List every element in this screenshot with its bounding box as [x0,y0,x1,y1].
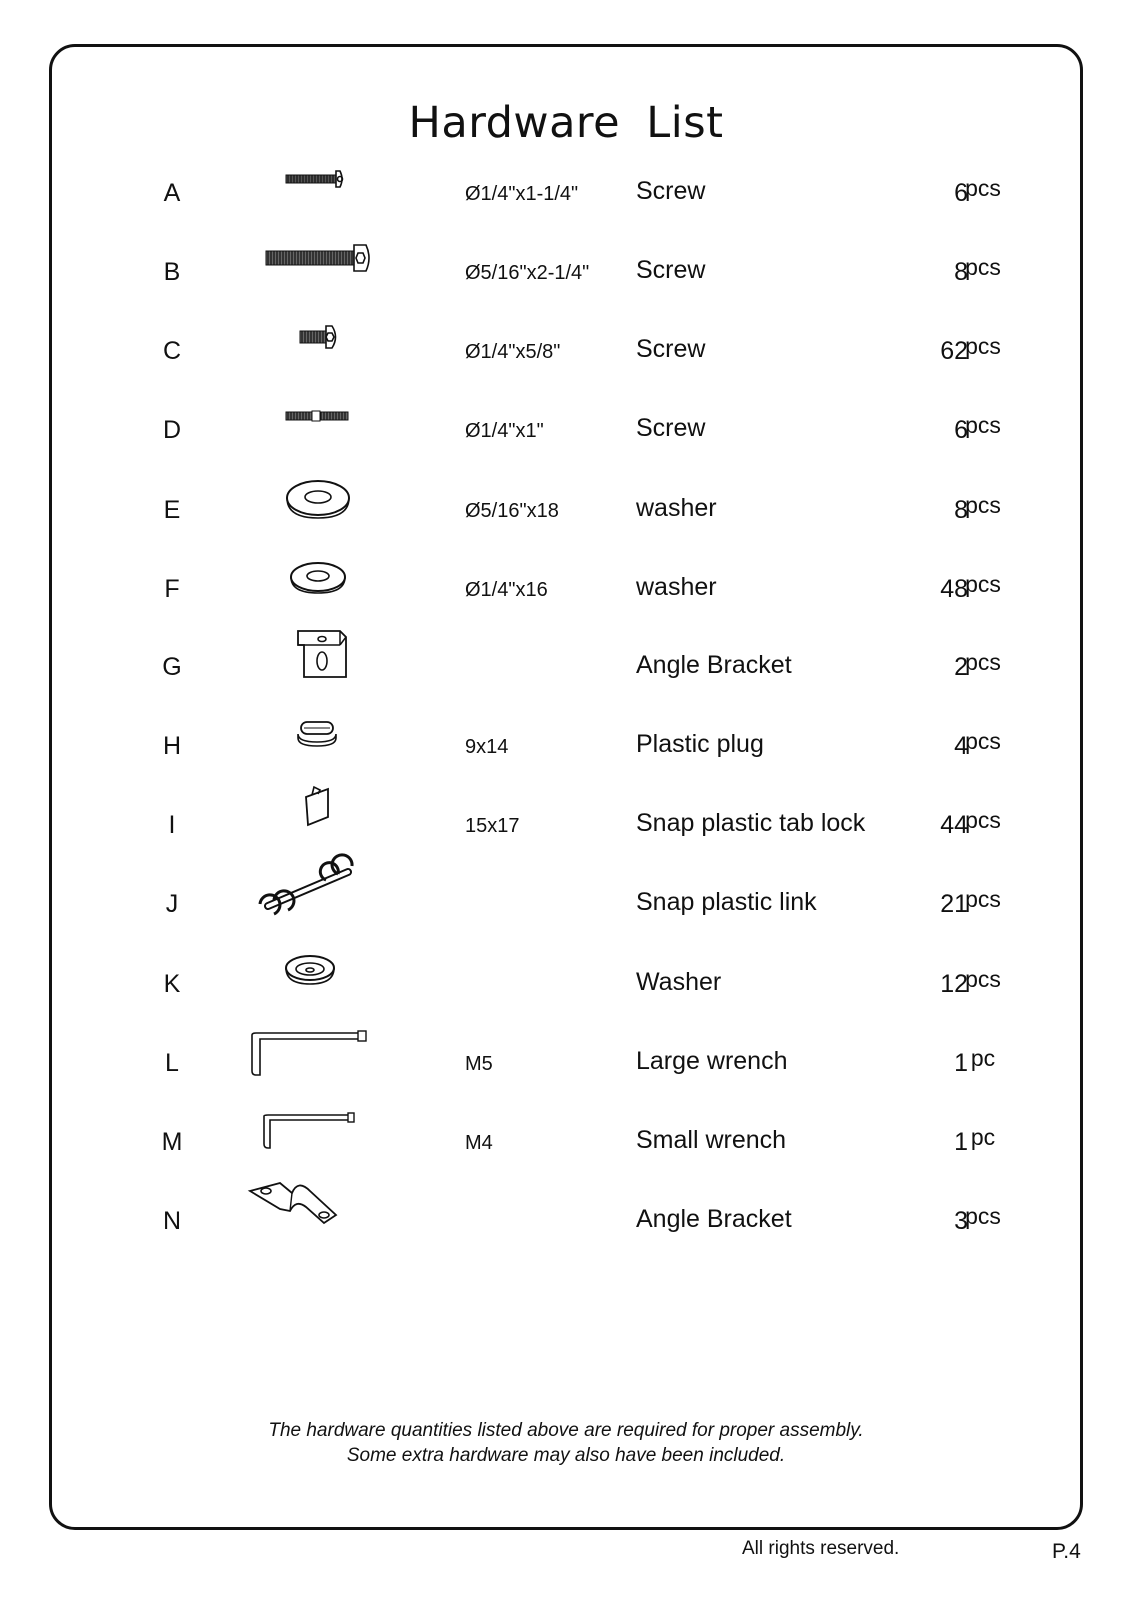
large-washer-icon [240,458,390,534]
part-letter: K [163,970,181,998]
part-description: Small wrench [636,1126,787,1154]
hardware-row [0,333,1132,417]
cup-washer-icon [240,932,390,1008]
part-unit: pcs [965,254,1001,280]
part-quantity: 12 [940,970,968,998]
hardware-row [0,886,1132,970]
countersunk-screw-icon [240,141,390,217]
part-letter: C [162,337,182,365]
small-allen-wrench-icon [240,1090,390,1166]
part-letter: A [163,179,181,207]
part-size: Ø1/4"x1" [465,420,544,442]
part-quantity: 8 [954,258,968,286]
part-description: Angle Bracket [636,1205,792,1233]
part-letter: F [164,575,180,603]
page-title: Hardware List [408,98,724,148]
part-size: Ø5/16"x2-1/4" [465,262,590,284]
part-description: washer [636,494,717,522]
part-letter: N [162,1207,182,1235]
part-description: Washer [636,968,722,996]
part-quantity: 6 [954,179,968,207]
part-letter: B [163,258,181,286]
part-description: Screw [636,335,706,363]
hardware-row [0,175,1132,259]
strap-bracket-icon [240,1169,390,1245]
hardware-row [0,571,1132,655]
part-letter: L [165,1049,179,1077]
part-letter: E [163,496,181,524]
part-size: Ø5/16"x18 [465,500,559,522]
part-unit: pcs [965,412,1001,438]
part-unit: pcs [965,966,1001,992]
part-letter: M [161,1128,183,1156]
part-quantity: 1 [954,1128,968,1156]
part-quantity: 62 [940,337,968,365]
part-unit: pcs [965,807,1001,833]
part-unit: pcs [965,728,1001,754]
part-quantity: 8 [954,496,968,524]
part-description: Screw [636,177,706,205]
part-description: Snap plastic link [636,888,817,916]
hardware-row [0,254,1132,338]
plastic-plug-icon [240,694,390,770]
part-description: Snap plastic tab lock [636,809,866,837]
part-quantity: 3 [954,1207,968,1235]
part-size: 9x14 [465,736,509,758]
part-letter: H [162,732,182,760]
plastic-link-icon [240,852,390,928]
part-unit: pcs [965,571,1001,597]
note-line-2: Some extra hardware may also have been included. [346,1445,786,1466]
part-description: Plastic plug [636,730,764,758]
copyright-notice: All rights reserved. [742,1538,900,1559]
part-quantity: 44 [940,811,968,839]
part-letter: J [165,890,179,918]
threaded-dowel-icon [240,378,390,454]
hardware-row [0,1045,1132,1129]
part-description: Large wrench [636,1047,788,1075]
hardware-row [0,1124,1132,1208]
part-size: 15x17 [465,815,520,837]
part-quantity: 6 [954,416,968,444]
part-unit: pcs [965,886,1001,912]
part-unit: pcs [965,649,1001,675]
note-line-1: The hardware quantities listed above are required for proper assembly. [268,1420,864,1441]
part-size: Ø1/4"x5/8" [465,341,561,363]
part-letter: I [168,811,176,839]
angle-bracket-icon [240,615,390,691]
hardware-row [0,1203,1132,1287]
part-quantity: 4 [954,732,968,760]
tab-lock-icon [240,773,390,849]
hardware-row [0,966,1132,1050]
part-size: M5 [465,1053,493,1075]
part-size: Ø1/4"x1-1/4" [465,183,579,205]
part-quantity: 1 [954,1049,968,1077]
part-unit: pcs [965,492,1001,518]
part-unit: pc [970,1124,996,1150]
page-number: P.4 [1052,1540,1081,1563]
part-letter: G [162,653,182,681]
part-unit: pc [970,1045,996,1071]
large-allen-wrench-icon [240,1011,390,1087]
part-quantity: 2 [954,653,968,681]
hardware-row [0,649,1132,733]
hardware-row [0,412,1132,496]
part-quantity: 21 [940,890,968,918]
hardware-row [0,807,1132,891]
hardware-row [0,728,1132,812]
part-description: Screw [636,256,706,284]
part-letter: D [162,416,182,444]
part-size: M4 [465,1132,493,1154]
part-unit: pcs [965,1203,1001,1229]
part-description: Angle Bracket [636,651,792,679]
hardware-row [0,492,1132,576]
long-screw-icon [240,220,390,296]
part-description: Screw [636,414,706,442]
short-screw-icon [240,299,390,375]
part-unit: pcs [965,333,1001,359]
small-washer-icon [240,537,390,613]
part-size: Ø1/4"x16 [465,579,548,601]
part-quantity: 48 [940,575,968,603]
part-description: washer [636,573,717,601]
part-unit: pcs [965,175,1001,201]
